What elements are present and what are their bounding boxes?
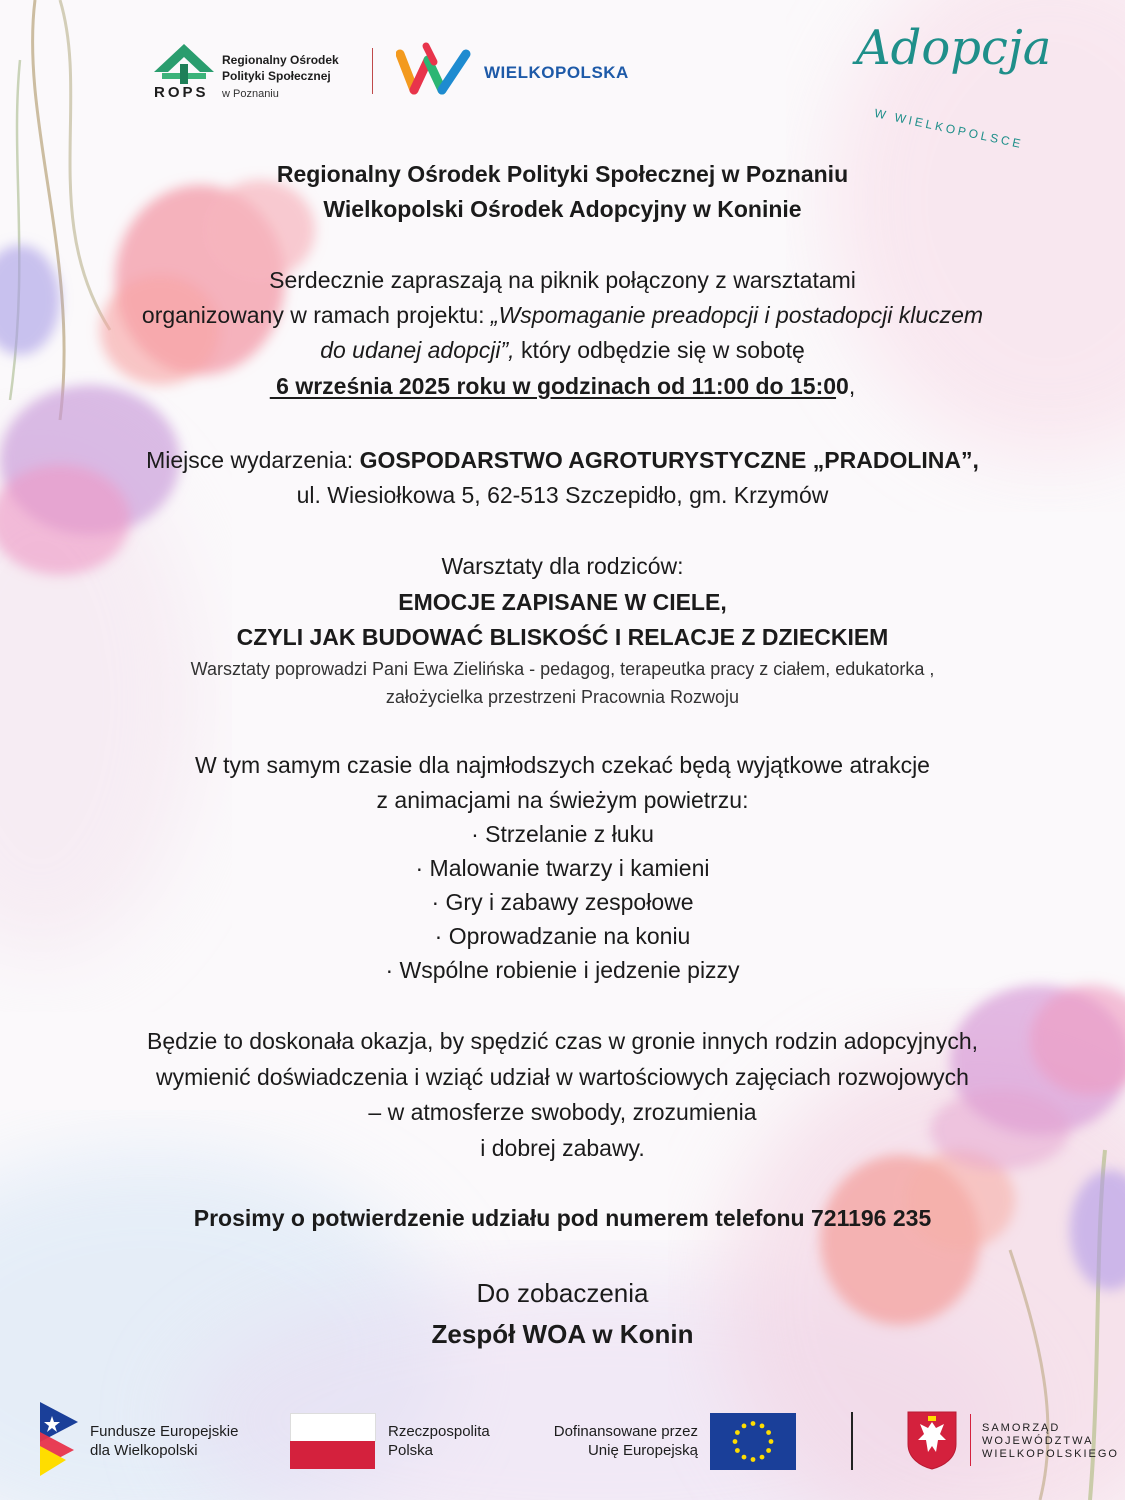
eu-star — [760, 1455, 765, 1460]
list-item: · Oprowadzanie na koniu — [434, 923, 691, 949]
organizer-line1: Regionalny Ośrodek Polityki Społecznej w Poznaniu — [276, 161, 849, 187]
rzeczpospolita-logo — [290, 1413, 520, 1473]
signoff-team: Zespół WOA w Konin — [431, 1319, 694, 1349]
fe-text — [90, 1422, 238, 1460]
closing-line1: Będzie to doskonała okazja, by spędzić czas w gronie innych rodzin adopcyjnych, — [146, 1028, 979, 1054]
eu-line1: Dofinansowane przez — [553, 1423, 698, 1440]
rops-name-line2: Polityki Społecznej — [222, 69, 331, 83]
workshop-leader2: założycielka przestrzeni Pracownia Rozwoju — [385, 687, 740, 707]
eu-star — [769, 1439, 774, 1444]
event-date-tail: 0 — [836, 373, 849, 399]
eu-star — [766, 1448, 771, 1453]
rops-abbr: ROPS — [154, 84, 209, 101]
workshop-title1: EMOCJE ZAPISANE W CIELE, — [398, 589, 727, 615]
rp-line1: Rzeczpospolita — [388, 1423, 490, 1440]
eu-star — [742, 1424, 747, 1429]
fe-line1: Fundusze Europejskie — [90, 1423, 239, 1440]
invite-line1: Serdecznie zapraszają na piknik połączony z warsztatami — [269, 267, 856, 293]
place-name: GOSPODARSTWO AGROTURYSTYCZNE „PRADOLINA”, — [359, 447, 979, 473]
rsvp-phone: Prosimy o potwierdzenie udziału pod numerem telefonu 721196 235 — [193, 1205, 932, 1231]
event-date-underlined: 6 września 2025 roku w godzinach od 11:00 do 15:0 — [269, 373, 837, 399]
wielkopolska-w-icon — [396, 40, 474, 100]
eu-line2: Unię Europejską — [587, 1442, 698, 1459]
adopcja-subtitle: W WIELKOPOLSCE — [873, 106, 1025, 152]
list-item: · Gry i zabawy zespołowe — [431, 889, 694, 915]
poland-flag-red — [290, 1441, 375, 1469]
project-name-part1: „Wspomaganie preadopcji i postadopcji kluczem — [490, 302, 984, 328]
eu-star — [742, 1455, 747, 1460]
list-item: · Wspólne robienie i jedzenie pizzy — [385, 957, 740, 983]
samorzad-logo — [906, 1410, 1121, 1474]
adopcja-logo — [852, 20, 1052, 152]
adopcja-title: Adopcja — [856, 20, 1052, 76]
sw-line1: SAMORZĄD — [982, 1422, 1061, 1434]
organizer-line2: Wielkopolski Ośrodek Adopcyjny w Koninie — [323, 196, 802, 222]
list-item: · Malowanie twarzy i kamieni — [415, 855, 710, 881]
place-label: Miejsce wydarzenia: — [146, 447, 360, 473]
eu-star — [735, 1430, 740, 1435]
list-item: · Strzelanie z łuku — [471, 821, 654, 847]
footer-divider — [851, 1412, 853, 1470]
wielkopolska-label: WIELKOPOLSKA — [484, 63, 629, 82]
wielkopolska-logo — [396, 40, 646, 102]
eu-flag-icon — [710, 1413, 796, 1470]
event-date — [0, 369, 1125, 404]
project-name-part2: do udanej adopcji”, — [320, 337, 515, 363]
kids-line1: W tym samym czasie dla najmłodszych czekać będą wyjątkowe atrakcje — [195, 752, 930, 778]
eu-star — [733, 1439, 738, 1444]
signoff-greeting: Do zobaczenia — [476, 1278, 649, 1308]
samorzad-divider — [970, 1414, 971, 1466]
eu-star — [735, 1448, 740, 1453]
closing-line3: – w atmosferze swobody, zrozumienia — [368, 1099, 757, 1125]
closing-line2: wymienić doświadczenia i wziąć udział w wartościowych zajęciach rozwojowych — [156, 1064, 969, 1090]
logo-divider — [372, 48, 373, 94]
rops-city: w Poznaniu — [222, 88, 279, 100]
poland-flag-white — [290, 1413, 376, 1442]
fe-line2: dla Wielkopolski — [90, 1442, 198, 1459]
coat-of-arms-icon — [906, 1410, 958, 1470]
sw-line3: WIELKOPOLSKIEGO — [982, 1448, 1119, 1460]
invite-line3 — [0, 333, 1125, 368]
closing-line4: i dobrej zabawy. — [480, 1135, 645, 1161]
invite-line3-suffix: który odbędzie się w sobotę — [514, 337, 805, 363]
event-date-comma: , — [848, 373, 856, 399]
workshop-title2: CZYLI JAK BUDOWAĆ BLISKOŚĆ I RELACJE Z DZIECKIEM — [236, 624, 889, 650]
rp-line2: Polska — [388, 1442, 434, 1459]
sw-line2: WOJEWÓDZTWA — [982, 1435, 1094, 1447]
eu-star — [751, 1457, 756, 1462]
eu-cofinanced-logo — [530, 1413, 800, 1473]
eu-star — [751, 1421, 756, 1426]
eu-star — [766, 1430, 771, 1435]
place-address: ul. Wiesiołkowa 5, 62-513 Szczepidło, gm. Krzymów — [296, 482, 829, 508]
event-place — [0, 443, 1125, 478]
invite-line2-prefix: organizowany w ramach projektu: — [141, 302, 491, 328]
samorzad-text — [982, 1422, 1119, 1461]
eu-text — [554, 1422, 698, 1460]
fundusze-europejskie-logo — [40, 1402, 270, 1478]
rops-logo — [152, 42, 362, 102]
rops-house-icon — [152, 42, 216, 86]
rp-text — [388, 1422, 490, 1460]
rops-name-line1: Regionalny Ośrodek — [222, 53, 339, 67]
fe-flag-icon — [40, 1402, 80, 1476]
kids-line2: z animacjami na świeżym powietrzu: — [376, 787, 749, 813]
workshop-intro: Warsztaty dla rodziców: — [441, 553, 684, 579]
rops-name — [222, 52, 339, 84]
invite-line2 — [0, 298, 1125, 333]
eu-star — [760, 1424, 765, 1429]
workshop-leader1: Warsztaty poprowadzi Pani Ewa Zielińska - pedagog, terapeutka pracy z ciałem, edukatorka , — [190, 659, 935, 679]
